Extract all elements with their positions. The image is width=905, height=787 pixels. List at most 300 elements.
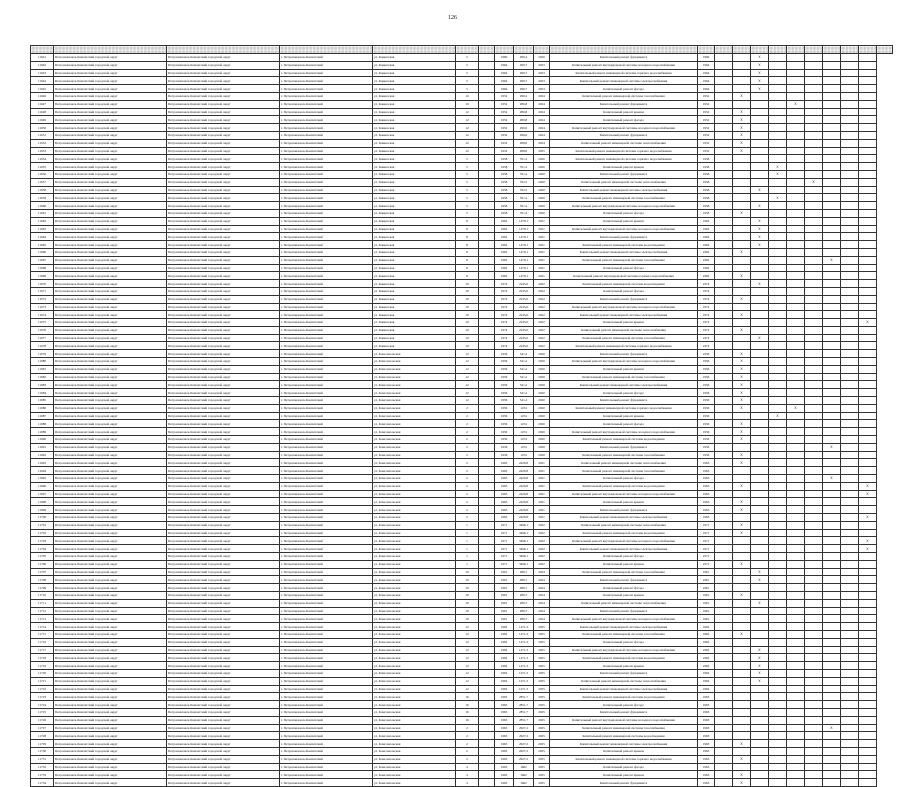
building-cell [479, 591, 495, 599]
mark-cell [841, 178, 859, 186]
mark-cell [751, 560, 769, 568]
build-year-cell: 1963 [495, 459, 514, 467]
house-number-cell: 5 [456, 194, 479, 202]
repair-year-cell: 2024 [534, 100, 550, 108]
mark-cell [859, 92, 877, 100]
mark-cell [787, 545, 805, 553]
city-cell: г. Петропавловск-Камчатский [280, 763, 373, 771]
repair-year-cell: 2021 [534, 217, 550, 225]
mark-cell [841, 482, 859, 490]
work-type-cell: Капитальный ремонт фундамента [550, 576, 698, 584]
table-row [31, 124, 893, 132]
city-cell: г. Петропавловск-Камчатский [280, 202, 373, 210]
repair-year-cell: 2024 [534, 131, 550, 139]
mark-cell [823, 358, 841, 366]
mark-cell [769, 482, 787, 490]
building-cell [479, 420, 495, 428]
work-type-cell: Капитальный ремонт крыши [550, 662, 698, 670]
plan-year-cell: 1964 [698, 85, 715, 93]
mark-cell [787, 287, 805, 295]
mark-cell [733, 202, 751, 210]
mark-cell [715, 241, 733, 249]
organization-cell: Петропавловск-Камчатский городской округ [54, 615, 167, 623]
mark-cell [715, 233, 733, 241]
mark-cell: X [733, 771, 751, 779]
mark-cell [823, 272, 841, 280]
organization-cell: Петропавловск-Камчатский городской округ [54, 54, 167, 62]
work-type-cell: Капитальный ремонт крыши [550, 591, 698, 599]
row-number: 11718 [31, 654, 54, 662]
mark-cell [841, 256, 859, 264]
building-cell [479, 389, 495, 397]
mark-cell [769, 272, 787, 280]
mark-cell [715, 358, 733, 366]
street-cell: ул. Комсомольская [373, 560, 456, 568]
house-number-cell: 12 [456, 646, 479, 654]
organization-cell: Петропавловск-Камчатский городской округ [54, 373, 167, 381]
area-cell: 1474 [514, 428, 534, 436]
row-number: 11663 [31, 225, 54, 233]
municipality-cell: Петропавловск-Камчатский городской округ [167, 334, 280, 342]
mark-cell [859, 701, 877, 709]
mark-cell [715, 747, 733, 755]
building-cell [479, 740, 495, 748]
plan-year-cell: 1962 [698, 646, 715, 654]
mark-cell [805, 490, 823, 498]
mark-cell [805, 92, 823, 100]
street-cell: ул. Комсомольская [373, 771, 456, 779]
city-cell: г. Петропавловск-Камчатский [280, 225, 373, 233]
mark-cell [823, 537, 841, 545]
mark-cell [841, 537, 859, 545]
plan-year-cell: 1952 [698, 139, 715, 147]
mark-cell [787, 256, 805, 264]
row-number: 11728 [31, 732, 54, 740]
repair-year-cell: 2020 [534, 428, 550, 436]
mark-cell [769, 451, 787, 459]
building-cell [479, 662, 495, 670]
work-type-cell: Капитальный ремонт инженерной системы газоснабжения [550, 334, 698, 342]
building-cell [479, 69, 495, 77]
repair-year-cell: 2021 [534, 241, 550, 249]
row-number: 11690 [31, 436, 54, 444]
plan-year-cell: 1963 [698, 724, 715, 732]
mark-cell [787, 537, 805, 545]
mark-cell [859, 241, 877, 249]
build-year-cell: 1958 [495, 194, 514, 202]
house-number-cell: 10 [456, 100, 479, 108]
repair-year-cell: 2024 [534, 591, 550, 599]
repair-year-cell: 2020 [534, 436, 550, 444]
mark-cell [841, 521, 859, 529]
house-number-cell: 16 [456, 701, 479, 709]
table-row [31, 404, 893, 412]
mark-cell [859, 365, 877, 373]
mark-cell [733, 54, 751, 62]
street-cell: ул. Комсомольская [373, 420, 456, 428]
repair-year-cell: 2020 [534, 194, 550, 202]
mark-cell [787, 498, 805, 506]
municipality-cell: Петропавловск-Камчатский городской округ [167, 693, 280, 701]
mark-cell [715, 202, 733, 210]
repair-year-cell: 2025 [534, 654, 550, 662]
mark-cell [733, 241, 751, 249]
mark-cell [823, 100, 841, 108]
mark-cell [733, 170, 751, 178]
area-cell: 2627,2 [514, 755, 534, 763]
mark-cell [859, 475, 877, 483]
plan-year-cell: 1961 [698, 591, 715, 599]
municipality-cell: Петропавловск-Камчатский городской округ [167, 264, 280, 272]
mark-cell [715, 677, 733, 685]
area-cell: 3496,1 [514, 545, 534, 553]
row-number: 11667 [31, 256, 54, 264]
mark-cell [787, 459, 805, 467]
house-number-cell: 12 [456, 124, 479, 132]
plan-year-cell: 1963 [698, 755, 715, 763]
area-cell: 2245,6 [514, 303, 534, 311]
mark-cell [787, 623, 805, 631]
row-number: 11646 [31, 92, 54, 100]
work-type-cell: Капитальный ремонт фундамента [550, 669, 698, 677]
plan-year-cell: 1956 [698, 404, 715, 412]
building-cell [479, 607, 495, 615]
city-cell: г. Петропавловск-Камчатский [280, 124, 373, 132]
plan-year-cell: 1962 [698, 264, 715, 272]
street-cell: ул. Комсомольская [373, 779, 456, 787]
mark-cell [841, 217, 859, 225]
work-type-cell: Капитальный ремонт фасада [550, 701, 698, 709]
mark-cell [823, 170, 841, 178]
mark-cell [823, 755, 841, 763]
area-cell: 296,7 [514, 77, 534, 85]
work-type-cell: Капитальный ремонт фундамента [550, 708, 698, 716]
mark-cell [715, 708, 733, 716]
building-cell [479, 693, 495, 701]
municipality-cell: Петропавловск-Камчатский городской округ [167, 576, 280, 584]
house-number-cell: 10 [456, 568, 479, 576]
table-row [31, 740, 893, 748]
work-type-cell: Капитальный ремонт инженерной системы горячего водоснабжения [550, 404, 698, 412]
building-cell [479, 716, 495, 724]
street-cell: ул. Комсомольская [373, 459, 456, 467]
street-cell: ул. Комсомольская [373, 638, 456, 646]
mark-cell: X [733, 311, 751, 319]
mark-cell [859, 771, 877, 779]
mark-cell [823, 54, 841, 62]
mark-cell [733, 576, 751, 584]
mark-cell [805, 576, 823, 584]
mark-cell [823, 295, 841, 303]
row-number: 11651 [31, 131, 54, 139]
house-number-cell: 10 [456, 584, 479, 592]
build-year-cell: 1958 [495, 202, 514, 210]
mark-cell [751, 373, 769, 381]
mark-cell [787, 654, 805, 662]
build-year-cell: 1964 [495, 69, 514, 77]
table-row [31, 545, 893, 553]
building-cell [479, 170, 495, 178]
building-cell [479, 92, 495, 100]
mark-cell [823, 685, 841, 693]
city-cell: г. Петропавловск-Камчатский [280, 209, 373, 217]
street-cell: ул. Комсомольская [373, 716, 456, 724]
municipality-cell: Петропавловск-Камчатский городской округ [167, 771, 280, 779]
mark-cell: X [751, 677, 769, 685]
mark-cell [859, 178, 877, 186]
municipality-cell: Петропавловск-Камчатский городской округ [167, 747, 280, 755]
repair-year-cell: 2020 [534, 397, 550, 405]
city-cell: г. Петропавловск-Камчатский [280, 490, 373, 498]
street-cell: ул. Комсомольская [373, 693, 456, 701]
mark-cell [823, 514, 841, 522]
mark-cell: X [751, 54, 769, 62]
mark-cell [769, 69, 787, 77]
plan-year-cell: 1962 [698, 272, 715, 280]
mark-cell [859, 373, 877, 381]
mark-cell [715, 163, 733, 171]
mark-cell [805, 514, 823, 522]
plan-year-cell: 1956 [698, 389, 715, 397]
city-cell: г. Петропавловск-Камчатский [280, 77, 373, 85]
mark-cell [787, 202, 805, 210]
plan-year-cell: 1958 [698, 209, 715, 217]
mark-cell [841, 708, 859, 716]
work-type-cell: Капитальный ремонт инженерной системы электроснабжения [550, 186, 698, 194]
mark-cell [769, 124, 787, 132]
organization-cell: Петропавловск-Камчатский городской округ [54, 326, 167, 334]
mark-cell [769, 54, 787, 62]
mark-cell [733, 334, 751, 342]
organization-cell: Петропавловск-Камчатский городской округ [54, 747, 167, 755]
organization-cell: Петропавловск-Камчатский городской округ [54, 560, 167, 568]
work-type-cell: Капитальный ремонт фундамента [550, 131, 698, 139]
building-cell [479, 646, 495, 654]
mark-cell [859, 326, 877, 334]
mark-cell [733, 537, 751, 545]
mark-cell [769, 358, 787, 366]
building-cell [479, 708, 495, 716]
repair-year-cell: 2021 [534, 482, 550, 490]
area-cell: 286,7 [514, 599, 534, 607]
street-cell: ул. Комсомольская [373, 763, 456, 771]
plan-year-cell: 1963 [698, 467, 715, 475]
plan-year-cell: 1964 [698, 69, 715, 77]
mark-cell [787, 467, 805, 475]
organization-cell: Петропавловск-Камчатский городской округ [54, 319, 167, 327]
mark-cell [751, 256, 769, 264]
area-cell: 296,7 [514, 85, 534, 93]
street-cell: ул. Кавказская [373, 186, 456, 194]
street-cell: ул. Комсомольская [373, 545, 456, 553]
street-cell: ул. Комсомольская [373, 576, 456, 584]
building-cell [479, 514, 495, 522]
area-cell: 2245,6 [514, 319, 534, 327]
mark-cell [859, 116, 877, 124]
city-cell: г. Петропавловск-Камчатский [280, 404, 373, 412]
area-cell: 2420,8 [514, 514, 534, 522]
row-number: 11697 [31, 490, 54, 498]
mark-cell [733, 654, 751, 662]
organization-cell: Петропавловск-Камчатский городской округ [54, 303, 167, 311]
building-cell [479, 248, 495, 256]
organization-cell: Петропавловск-Камчатский городской округ [54, 77, 167, 85]
house-number-cell: 2 [456, 467, 479, 475]
mark-cell [823, 77, 841, 85]
table-row [31, 217, 893, 225]
plan-year-cell: 1963 [698, 701, 715, 709]
organization-cell: Петропавловск-Камчатский городской округ [54, 529, 167, 537]
mark-cell [805, 233, 823, 241]
repair-year-cell: 2020 [534, 389, 550, 397]
work-type-cell: Капитальный ремонт крыши [550, 365, 698, 373]
plan-year-cell: 1962 [698, 233, 715, 241]
mark-cell: X [769, 170, 787, 178]
municipality-cell: Петропавловск-Камчатский городской округ [167, 124, 280, 132]
table-row [31, 358, 893, 366]
build-year-cell: 1962 [495, 248, 514, 256]
mark-cell [805, 85, 823, 93]
plan-year-cell: 1958 [698, 194, 715, 202]
mark-cell [715, 334, 733, 342]
repair-year-cell: 2020 [534, 412, 550, 420]
mark-cell [715, 584, 733, 592]
municipality-cell: Петропавловск-Камчатский городской округ [167, 287, 280, 295]
city-cell: г. Петропавловск-Камчатский [280, 381, 373, 389]
mark-cell [715, 669, 733, 677]
mark-cell [805, 763, 823, 771]
mark-cell [715, 537, 733, 545]
mark-cell [769, 264, 787, 272]
mark-cell [841, 77, 859, 85]
table-row [31, 506, 893, 514]
mark-cell [715, 92, 733, 100]
mark-cell [733, 662, 751, 670]
table-row [31, 186, 893, 194]
table-row [31, 131, 893, 139]
mark-cell [769, 506, 787, 514]
municipality-cell: Петропавловск-Камчатский городской округ [167, 537, 280, 545]
mark-cell [715, 303, 733, 311]
street-cell: ул. Комсомольская [373, 708, 456, 716]
organization-cell: Петропавловск-Камчатский городской округ [54, 358, 167, 366]
plan-year-cell: 1962 [698, 241, 715, 249]
mark-cell [841, 591, 859, 599]
row-number: 11707 [31, 568, 54, 576]
building-cell [479, 771, 495, 779]
column-header [534, 46, 550, 54]
table-row [31, 350, 893, 358]
municipality-cell: Петропавловск-Камчатский городской округ [167, 428, 280, 436]
mark-cell [859, 646, 877, 654]
plan-year-cell: 1974 [698, 311, 715, 319]
mark-cell [715, 755, 733, 763]
row-number: 11687 [31, 412, 54, 420]
mark-cell [751, 108, 769, 116]
mark-cell [805, 443, 823, 451]
organization-cell: Петропавловск-Камчатский городской округ [54, 732, 167, 740]
work-type-cell: Капитальный ремонт фундамента [550, 506, 698, 514]
mark-cell [841, 209, 859, 217]
repair-year-cell: 2022 [534, 545, 550, 553]
mark-cell [733, 475, 751, 483]
mark-cell: X [733, 147, 751, 155]
mark-cell [805, 646, 823, 654]
mark-cell [823, 506, 841, 514]
row-number: 11703 [31, 537, 54, 545]
repair-year-cell: 2021 [534, 264, 550, 272]
repair-year-cell: 2025 [534, 701, 550, 709]
row-number: 11693 [31, 459, 54, 467]
row-number: 11671 [31, 287, 54, 295]
mark-cell [769, 100, 787, 108]
mark-cell [823, 334, 841, 342]
mark-cell [859, 54, 877, 62]
house-number-cell: 2 [456, 498, 479, 506]
mark-cell: X [751, 61, 769, 69]
organization-cell: Петропавловск-Камчатский городской округ [54, 467, 167, 475]
mark-cell [823, 116, 841, 124]
mark-cell [733, 747, 751, 755]
repair-year-cell: 2020 [534, 365, 550, 373]
street-cell: ул. Комсомольская [373, 436, 456, 444]
column-header [715, 46, 733, 54]
mark-cell [805, 303, 823, 311]
build-year-cell: 1971 [495, 521, 514, 529]
mark-cell [769, 436, 787, 444]
mark-cell [823, 147, 841, 155]
mark-cell [823, 69, 841, 77]
table-row [31, 264, 893, 272]
mark-cell: X [769, 163, 787, 171]
build-year-cell: 1963 [495, 482, 514, 490]
mark-cell [787, 779, 805, 787]
table-row [31, 615, 893, 623]
municipality-cell: Петропавловск-Камчатский городской округ [167, 225, 280, 233]
mark-cell [751, 740, 769, 748]
mark-cell [787, 178, 805, 186]
plan-year-cell: 1971 [698, 553, 715, 561]
row-number: 11710 [31, 591, 54, 599]
plan-year-cell: 1956 [698, 358, 715, 366]
mark-cell [805, 147, 823, 155]
mark-cell [823, 701, 841, 709]
row-number: 11643 [31, 69, 54, 77]
house-number-cell: 16 [456, 716, 479, 724]
city-cell: г. Петропавловск-Камчатский [280, 54, 373, 62]
mark-cell [841, 124, 859, 132]
mark-cell [787, 186, 805, 194]
area-cell: 3496,1 [514, 553, 534, 561]
municipality-cell: Петропавловск-Камчатский городской округ [167, 155, 280, 163]
mark-cell [787, 553, 805, 561]
mark-cell [859, 155, 877, 163]
mark-cell [841, 646, 859, 654]
mark-cell [715, 131, 733, 139]
mark-cell [823, 209, 841, 217]
mark-cell [823, 693, 841, 701]
mark-cell [805, 693, 823, 701]
city-cell: г. Петропавловск-Камчатский [280, 108, 373, 116]
building-cell [479, 365, 495, 373]
municipality-cell: Петропавловск-Камчатский городской округ [167, 54, 280, 62]
area-cell: 296,2 [514, 92, 534, 100]
organization-cell: Петропавловск-Камчатский городской округ [54, 202, 167, 210]
city-cell: г. Петропавловск-Камчатский [280, 685, 373, 693]
row-number: 11674 [31, 311, 54, 319]
row-number: 11661 [31, 209, 54, 217]
mark-cell [769, 139, 787, 147]
